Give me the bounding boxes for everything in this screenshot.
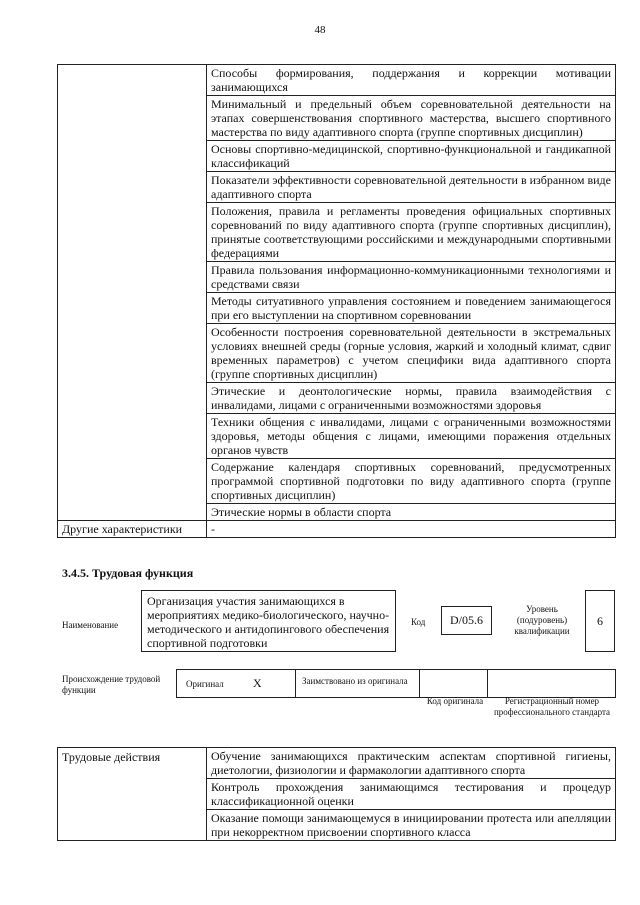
labor-actions-table: [57, 747, 616, 841]
knowledge-item: Положения, правила и регламенты проведения официальных спортивных соревнований по виду адаптивного спорта (группе спортивных дисциплин), принятые соответствующими российскими и международными спортивными федерациями: [207, 203, 616, 262]
level-label: Уровень (подуровень) квалификации: [514, 604, 570, 636]
knowledge-item: Способы формирования, поддержания и коррекции мотивации занимающихся: [207, 65, 616, 96]
knowledge-item: Минимальный и предельный объем соревновательной деятельности на этапах совершенствования спортивного мастерства, высшего спортивного мастерства по виду адаптивного спорта (группе спортивных дисциплин): [207, 96, 616, 141]
function-name-box: Организация участия занимающихся в мероприятиях медико-биологического, научно-методического и антидопингового обеспечения спортивной подготовки: [141, 590, 396, 652]
labor-action-item: Обучение занимающихся практическим аспектам спортивной гигиены, диетологии, физиологии и фармакологии адаптивного спорта: [207, 748, 616, 779]
labor-action-item: Оказание помощи занимающемуся в инициировании протеста или апелляции при некорректном присвоении спортивного класса: [207, 810, 616, 841]
knowledge-item: Техники общения с инвалидами, лицами с ограниченными возможностями здоровья, методы общения с лицами, имеющими поражения отдельных органов чувств: [207, 414, 616, 459]
knowledge-item: Этические нормы в области спорта: [207, 504, 616, 521]
knowledge-item: Содержание календаря спортивных соревнований, предусмотренных программой спортивной подготовки по виду адаптивного спорта (группе спортивных дисциплин): [207, 459, 616, 504]
level-value-box: 6: [585, 590, 615, 652]
knowledge-item: Особенности построения соревновательной деятельности в экстремальных условиях внешней среды (горные условия, жаркий и холодный климат, сдвиг временных параметров) с учетом специфики вида адаптивного спорта (группе спортивных дисциплин): [207, 324, 616, 383]
registration-number-caption: Регистрационный номер профессионального стандарта: [493, 696, 611, 717]
function-code-box: D/05.6: [441, 606, 492, 635]
code-label: Код: [411, 617, 426, 627]
labor-action-item: Контроль прохождения занимающимся тестирования и процедур классификационной оценки: [207, 779, 616, 810]
labor-actions-label: Трудовые действия: [58, 748, 207, 841]
knowledge-item: Показатели эффективности соревновательной деятельности в избранном виде адаптивного спорта: [207, 172, 616, 203]
other-characteristics-value: -: [207, 521, 616, 538]
original-code-cell: [419, 669, 488, 698]
original-label: Оригинал: [186, 679, 224, 689]
knowledge-label-cell: [58, 65, 207, 521]
original-code-caption: Код оригинала: [426, 696, 484, 706]
page-number: 48: [314, 24, 326, 36]
original-cell: [176, 669, 296, 698]
origin-label: Происхождение трудовой функции: [62, 674, 161, 695]
name-label: Наименование: [62, 620, 119, 630]
registration-number-cell: [487, 669, 616, 698]
table-row: [58, 521, 616, 538]
other-characteristics-label: Другие характеристики: [58, 521, 207, 538]
section-title: 3.4.5. Трудовая функция: [62, 566, 194, 580]
knowledge-item: Методы ситуативного управления состоянием и поведением занимающегося при его выступлении на спортивном соревновании: [207, 293, 616, 324]
table-row: [58, 748, 616, 779]
borrowed-label: Заимствовано из оригинала: [302, 676, 408, 686]
knowledge-item: Основы спортивно-медицинской, спортивно-функциональной и гандикапной классификаций: [207, 141, 616, 172]
knowledge-item: Этические и деонтологические нормы, правила взаимодействия с инвалидами, лицами с ограниченными возможностями здоровья: [207, 383, 616, 414]
knowledge-table: [57, 64, 616, 538]
knowledge-item: Правила пользования информационно-коммуникационными технологиями и средствами связи: [207, 262, 616, 293]
borrowed-cell: [295, 669, 420, 698]
original-mark: X: [253, 676, 262, 690]
table-row: [58, 65, 616, 96]
